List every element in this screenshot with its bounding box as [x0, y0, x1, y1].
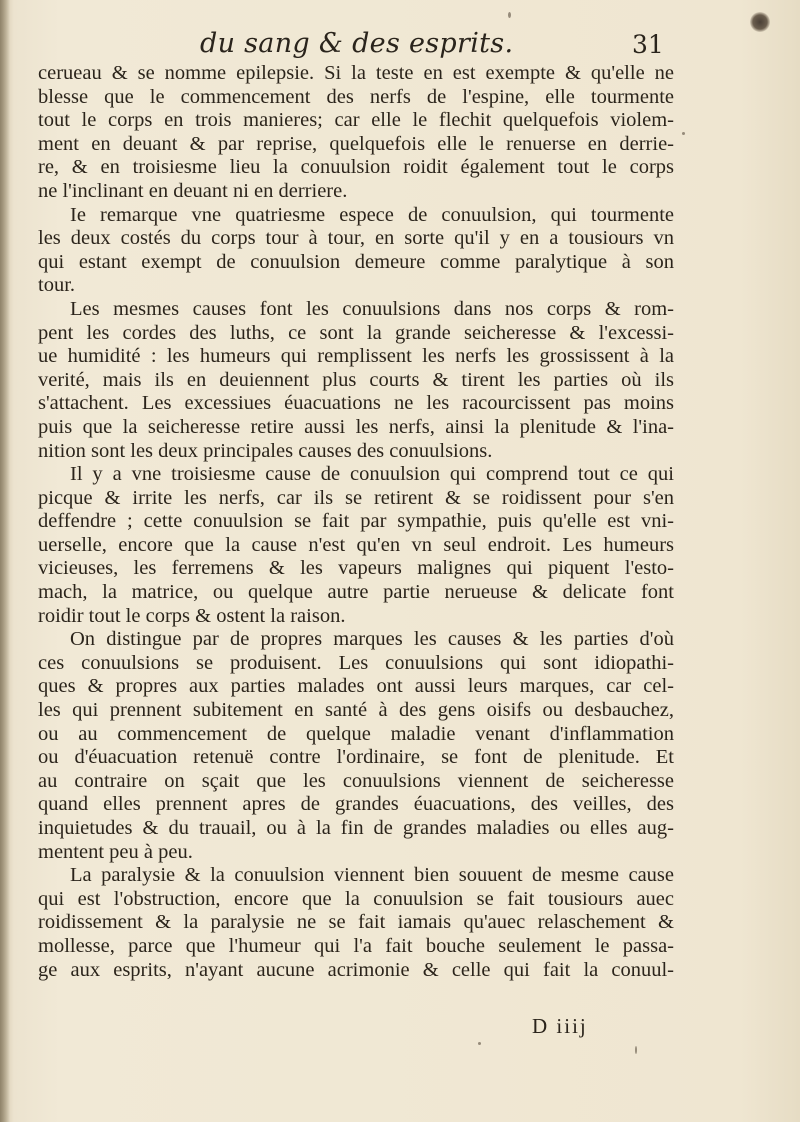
text-line: ou au commencement de quelque maladie venant d'inflammation	[38, 722, 674, 745]
text-line: ques & propres aux parties malades ont aussi leurs marques, car cel-	[38, 675, 674, 698]
text-line: mach, la matrice, ou quelque autre partie nerueuse & delicate font	[38, 581, 674, 604]
text-line: inquietudes & du trauail, ou à la fin de grandes maladies ou elles aug-	[38, 817, 674, 839]
paragraph-start-line: On distingue par de propres marques les causes & les parties d'où	[70, 628, 674, 651]
text-line: ue humidité : les humeurs qui remplissent les nerfs les grossissent à la	[38, 345, 674, 368]
text-line: s'attachent. Les excessiues éuacuations ne les racourcissent pas moins	[38, 392, 674, 415]
paragraph-start-line: Ie remarque vne quatriesme espece de conuulsion, qui tourmente	[70, 203, 674, 226]
text-line: tour.	[38, 274, 76, 297]
signature-mark: D iiij	[532, 1014, 588, 1038]
text-line: nition sont les deux principales causes des conuulsions.	[38, 439, 493, 462]
text-line: roidissement & la paralysie ne se fait iamais qu'auec relaschement &	[38, 911, 674, 934]
text-line: ment en deuant & par reprise, quelquefois elle le renuerse en derrie-	[38, 132, 674, 155]
paper-speck	[635, 1046, 637, 1054]
running-head: du sang & des esprits.	[200, 28, 514, 59]
text-line: ne l'inclinant en deuant ni en derriere.	[38, 179, 348, 202]
page-number: 31	[632, 30, 664, 59]
text-line: ge aux esprits, n'ayant aucune acrimonie & celle qui fait la conuul-	[38, 958, 674, 981]
text-line: verité, mais ils en deuiennent plus courts & tirent les parties où ils	[38, 368, 674, 391]
text-line: roidir tout le corps & ostent la raison.	[38, 604, 346, 627]
text-line: picque & irrite les nerfs, car ils se retirent & se roidissent pour s'en	[38, 486, 674, 509]
text-line: ou d'éuacuation retenuë contre l'ordinaire, se font de plenitude. Et	[38, 746, 674, 769]
paragraph-start-line: Il y a vne troisiesme cause de conuulsion qui comprend tout ce qui	[70, 463, 674, 486]
text-line: mentent peu à peu.	[38, 840, 193, 863]
text-line: uerselle, encore que la cause n'est qu'en vn seul endroit. Les humeurs	[38, 533, 674, 556]
text-line: qui estant exempt de conuulsion demeure comme paralytique à son	[38, 250, 674, 273]
ink-stain	[750, 12, 770, 32]
text-line: puis que la seicheresse retire aussi les nerfs, ainsi la plenitude & l'ina-	[38, 415, 674, 438]
text-line: pent les cordes des luths, ce sont la grande seicheresse & l'excessi-	[38, 321, 674, 344]
text-line: re, & en troisiesme lieu la conuulsion roidit également tout le corps	[38, 156, 674, 179]
text-line: qui est l'obstruction, encore que la conuulsion se fait tousiours auec	[38, 887, 674, 910]
text-line: ces conuulsions se produisent. Les conuulsions qui sont idiopathi-	[38, 651, 674, 674]
text-line: cerueau & se nomme epilepsie. Si la teste en est exempte & qu'elle ne	[38, 62, 674, 84]
paragraph-start-line: La paralysie & la conuulsion viennent bien souuent de mesme cause	[70, 864, 674, 887]
body-text	[38, 62, 674, 982]
text-line: au contraire on sçait que les conuulsions viennent de seicheresse	[38, 769, 674, 792]
paragraph-start-line: Les mesmes causes font les conuulsions dans nos corps & rom-	[70, 297, 674, 320]
text-line: deffendre ; cette conuulsion se fait par sympathie, puis qu'elle est vni-	[38, 510, 674, 533]
text-line: tout le corps en trois manieres; car elle le flechit quelquefois violem-	[38, 109, 674, 132]
text-line: les deux costés du corps tour à tour, en sorte qu'il y en a tousiours vn	[38, 227, 674, 250]
text-line: blesse que le commencement des nerfs de l'espine, elle tourmente	[38, 85, 674, 108]
text-line: quand elles prennent apres de grandes éuacuations, des veilles, des	[38, 793, 674, 816]
paper-speck	[508, 12, 511, 18]
text-line: vicieuses, les ferremens & les vapeurs malignes qui piquent l'esto-	[38, 557, 674, 580]
binding-gutter-shadow	[0, 0, 10, 1122]
text-line: les qui prennent subitement en santé à des gens oisifs ou desbauchez,	[38, 699, 674, 722]
paper-speck	[682, 132, 685, 135]
text-line: mollesse, parce que l'humeur qui l'a fait bouche seulement le passa-	[38, 934, 674, 957]
paper-speck	[478, 1042, 481, 1045]
